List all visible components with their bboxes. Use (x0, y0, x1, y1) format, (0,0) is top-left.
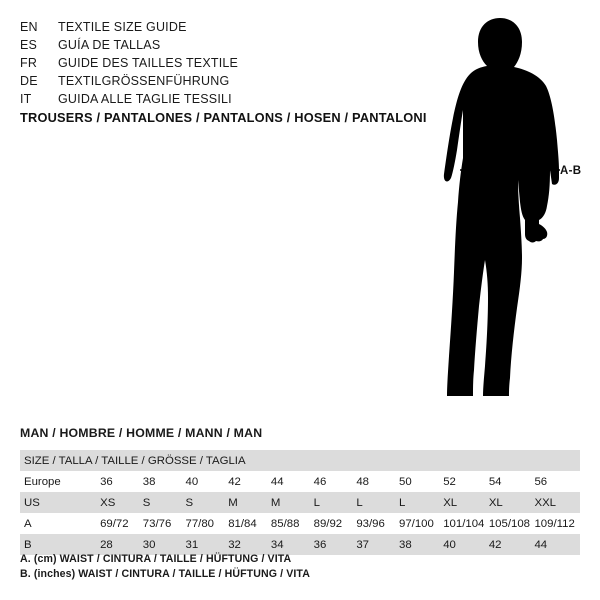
figure-container (400, 10, 600, 410)
cell-b: 34 (270, 538, 284, 551)
cell-europe: 46 (313, 475, 327, 488)
cell-us: XL (488, 496, 503, 509)
cell-a: 69/72 (100, 517, 129, 530)
cell-b: 40 (443, 538, 456, 551)
row-label-b: B (24, 538, 32, 551)
table-row-a (20, 513, 580, 534)
cell-a: 105/108 (488, 517, 531, 530)
language-row (20, 18, 350, 36)
cell-a: 73/76 (142, 517, 172, 530)
cell-a: 109/112 (534, 517, 575, 530)
cell-b: 37 (356, 538, 369, 551)
language-title: GUIDE DES TAILLES TEXTILE (58, 56, 239, 70)
cell-us: S (142, 496, 151, 509)
cell-b: 36 (313, 538, 327, 551)
cell-us: XL (443, 496, 458, 509)
cell-europe: 52 (443, 475, 456, 488)
cell-b: 38 (399, 538, 412, 551)
table-row-europe (20, 471, 580, 492)
cell-a: 85/88 (270, 517, 300, 530)
table-section-title: MAN / HOMBRE / HOMME / MANN / MAN (20, 426, 263, 440)
male-silhouette-icon (400, 10, 600, 410)
language-row (20, 90, 350, 108)
page-title: TROUSERS / PANTALONES / PANTALONS / HOSEN / PANTALONI (20, 110, 427, 125)
language-row (20, 36, 350, 54)
row-label-us: US (24, 496, 40, 509)
language-title: TEXTILGRÖSSENFÜHRUNG (58, 74, 230, 88)
cell-a: 89/92 (313, 517, 343, 530)
note-a: A. (cm) WAIST / CINTURA / TAILLE / HÜFTUNG / VITA (20, 553, 292, 565)
table-row-us (20, 492, 580, 513)
language-code: DE (20, 74, 38, 88)
cell-a: 101/104 (443, 517, 485, 530)
cell-us: L (356, 496, 363, 509)
language-title: TEXTILE SIZE GUIDE (58, 20, 187, 34)
language-code: IT (20, 92, 32, 106)
cell-b: 42 (488, 538, 502, 551)
cell-a: 81/84 (228, 517, 257, 530)
language-row (20, 72, 350, 90)
language-title: GUIDA ALLE TAGLIE TESSILI (58, 92, 232, 106)
cell-b: 28 (100, 538, 113, 551)
size-table (20, 450, 580, 555)
language-code: EN (20, 20, 38, 34)
language-code: FR (20, 56, 38, 70)
cell-europe: 50 (399, 475, 412, 488)
cell-us: XS (100, 496, 116, 509)
cell-europe: 54 (488, 475, 502, 488)
row-label-a: A (24, 517, 32, 530)
row-label-size: SIZE / TALLA / TAILLE / GRÖSSE / TAGLIA (24, 454, 246, 467)
cell-us: S (185, 496, 194, 509)
language-code: ES (20, 38, 38, 52)
cell-b: 30 (142, 538, 156, 551)
cell-us: M (270, 496, 281, 509)
language-title-list (20, 18, 350, 108)
cell-b: 44 (534, 538, 548, 551)
cell-us: L (399, 496, 406, 509)
cell-a: 77/80 (185, 517, 215, 530)
note-b: B. (inches) WAIST / CINTURA / TAILLE / HÜFTUNG / VITA (20, 568, 310, 580)
cell-europe: 56 (534, 475, 548, 488)
cell-europe: 40 (185, 475, 199, 488)
cell-us: XXL (534, 496, 556, 509)
cell-b: 31 (185, 538, 199, 551)
row-label-europe: Europe (24, 475, 61, 488)
cell-europe: 44 (270, 475, 284, 488)
cell-b: 32 (228, 538, 241, 551)
cell-a: 97/100 (399, 517, 434, 530)
cell-a: 93/96 (356, 517, 385, 530)
measurement-label-ab: A-B (560, 165, 582, 177)
cell-europe: 36 (100, 475, 113, 488)
cell-europe: 48 (356, 475, 369, 488)
language-row (20, 54, 350, 72)
cell-us: L (313, 496, 320, 509)
cell-europe: 38 (142, 475, 156, 488)
table-row-size-header (20, 450, 580, 471)
cell-europe: 42 (228, 475, 241, 488)
language-title: GUÍA DE TALLAS (58, 38, 161, 52)
measurement-notes (20, 552, 310, 582)
cell-us: M (228, 496, 238, 509)
